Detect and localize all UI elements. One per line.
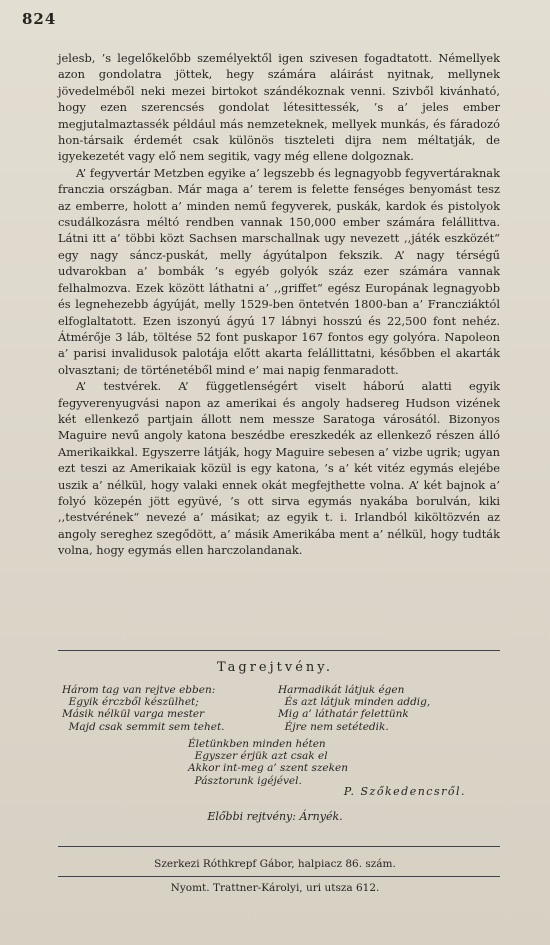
verse-left: Három tag van rejtve ebben: Egyik érczből készülhet; Másik nélkül varga mester Majd csak semmit sem tehet. [62,684,225,733]
divider-top [58,650,500,651]
puzzle-title: Tagrejtvény. [216,660,334,675]
printer-line: Nyomt. Trattner-Károlyi, uri utsza 612. [170,882,380,894]
editor-line: Szerkezi Róthkrepf Gábor, halpiacz 86. szám. [154,858,396,870]
puzzle-author: P. Szőkedencsről. [343,785,466,798]
article-paragraph-3: A’ testvérek. A’ függetlenségért viselt háború alatti egyik fegyverenyugvási napon az amerikai és angoly hadsereg Hudson vizének két ellenkező partjain állott nem messze Saratoga városától. Bizonyos Maguire nevű angoly katona beszédbe ereszkedék az ellenkező részen álló Amerikaikkal. Egyszerre látják, hogy Maguire sebesen a’ vizbe ugrik; ugyan ezt teszi az Amerikaiak közül is egy katona, ’s a’ két vitéz egymás elejébe uszik a’ nélkül, hogy valaki ennek okát megfejthette volna. A’ két bajnok a’ folyó közepén jött együvé, ’s ott sirva egymás nyakába borulván, kiki ,,testvérének“ nevezé a’ másikat; az egyik t. i. Irlandból kiköltözvén az angoly sereghez szegődött, a’ másik Amerikába ment a’ nélkül, hogy tudták volna, hogy egymás ellen harczolandanak. [58,379,500,558]
verse-right: Harmadikát látjuk égen És azt látjuk minden addig, Mig a’ láthatár felettünk Éjre nem setétedik. [278,684,431,733]
page-number: 824 [22,10,57,28]
article-paragraph-2: A’ fegyvertár Metzben egyike a’ legszebb és legnagyobb fegyvertáraknak franczia országban. Már maga a’ terem is felette fenséges benyomást tesz az emberre, holott a’ minden nemű fegyverek, puskák, kardok és pistolyok csudálkozásra méltó rendben vannak 150,000 ember számára felállittva. Látni itt a’ többi közt Sachsen marschallnak ugy nevezett ,,játék eszközét“ egy nagy sáncz-puskát, melly ágyútalpon fekszik. A’ nagy térségű udvarokban a’ bombák ’s egyéb golyók száz ezer számára vannak felhalmozva. Ezek között láthatni a’ ,,griffet“ egész Europának legnagyobb és legnehezebb ágyúját, melly 1529-ben öntetvén 1800-ban a’ Francziáktól elfoglaltatott. Ezen iszonyú ágyú 17 lábnyi hosszú és 22,500 font nehéz. Átmérője 3 láb, töltése 52 font puskapor 167 fontos egy golyóra. Napoleon a’ parisi invalidusok palotája előtt akarta felállittatni, későbben el akarták olvasztani; de történetéből mind e’ mai napig fenmaradott. [58,165,500,377]
article-paragraph-1: jelesb, ’s legelőkelőbb személyektől igen szivesen fogadtatott. Némellyek azon gondolatra jöttek, hegy számára aláirást nyitnak, mellynek jövedelméből neki mezei birtokot szándékoznak venni. Szivből kivánható, hogy ezen szerencsés gondolat létesittessék, ’s a’ jeles ember megjutalmaztassék például más nemzeteknek, mellyek munkás, és fáradozó hon-társaik érdemét csak különös tiszteleti dijra nem méltatják, de igyekezetét vagy elő nem segitik, vagy még ellene dolgoznak. [58,51,500,164]
divider-mid [58,846,500,847]
article-body [58,50,500,559]
verse-center: Életünkben minden héten Egyszer érjük azt csak el Akkor int-meg a’ szent szeken Pásztorunk igéjével. [188,738,348,787]
previous-answer: Előbbi rejtvény: Árnyék. [207,810,343,823]
divider-bottom [58,876,500,877]
